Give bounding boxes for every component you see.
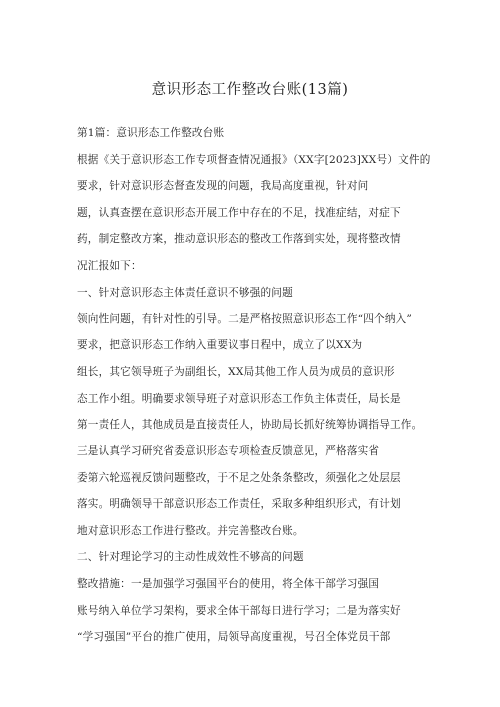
text-line: 态工作小组。明确要求领导班子对意识形态工作负主体责任，局长是: [77, 393, 401, 405]
text-line: 题，认真查摆在意识形态开展工作中存在的不足，找准症结，对症下: [77, 207, 401, 219]
text-line: 要求，针对意识形态督查发现的问题，我局高度重视，针对问: [77, 180, 369, 192]
text-line: 委第六轮巡视反馈问题整改，于不足之处条条整改，须强化之处层层: [77, 472, 401, 484]
text-line: 账号纳入单位学习架构，要求全体干部每日进行学习；二是为落实好: [77, 605, 401, 617]
text-line: 药，制定整改方案，推动意识形态的整改工作落到实处，现将整改情: [77, 233, 401, 245]
text-line: 根据《关于意识形态工作专项督查情况通报》（XX字[2023]XX号）文件的: [77, 154, 431, 166]
text-line: 地对意识形态工作进行整改。并完善整改台账。: [77, 525, 304, 537]
section-heading: 一、针对意识形态主体责任意识不够强的问题: [77, 287, 293, 299]
text-line: 三是认真学习研究省委意识形态专项检查反馈意见，严格落实省: [77, 445, 380, 457]
text-line: 组长，其它领导班子为副组长，XX局其他工作人员为成员的意识形: [77, 366, 395, 378]
text-line: 况汇报如下：: [77, 260, 142, 272]
section-heading: 第1篇：意识形态工作整改台账: [77, 127, 225, 139]
text-line: 整改措施：一是加强学习强国平台的使用，将全体干部学习强国: [77, 578, 380, 590]
section-heading: 二、针对理论学习的主动性成效性不够高的问题: [77, 551, 304, 563]
text-line: 要求，把意识形态工作纳入重要议事日程中，成立了以XX为: [77, 339, 363, 351]
text-line: 领向性问题，有针对性的引导。二是严格按照意识形态工作“四个纳入”: [77, 313, 413, 325]
text-line: 第一责任人，其他成员是直接责任人，协助局长抓好统筹协调指导工作。: [77, 419, 423, 431]
text-line: 落实。明确领导干部意识形态工作责任，采取多种组织形式，有计划: [77, 498, 401, 510]
document-title: 意识形态工作整改台账(13篇): [151, 82, 349, 98]
text-line: “学习强国”平台的推广使用，局领导高度重视，号召全体党员干部: [77, 631, 391, 643]
